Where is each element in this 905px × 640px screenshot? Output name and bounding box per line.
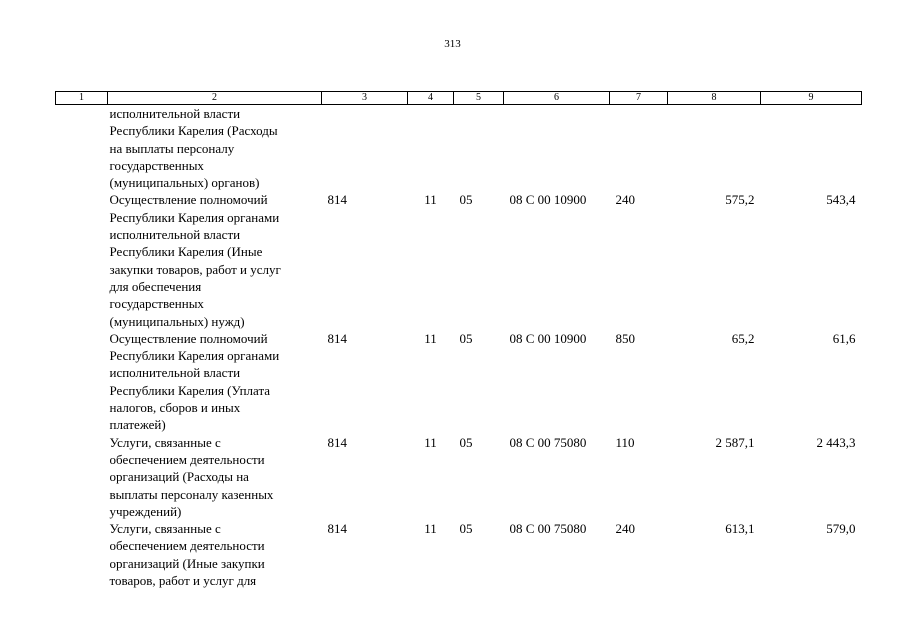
table-body (56, 105, 862, 590)
cell-expense-type: 110 (615, 434, 635, 450)
column-header-5: 5 (454, 92, 504, 105)
column-header-6: 6 (504, 92, 610, 105)
column-header-7: 7 (610, 92, 668, 105)
cell-amount-2: 543,4 (826, 192, 856, 208)
cell-subsection: 05 (459, 521, 473, 537)
table-header-row (56, 92, 862, 105)
cell-expense-type: 240 (615, 521, 635, 537)
column-header-3: 3 (322, 92, 408, 105)
expense-name-line: Республики Карелия органами (109, 209, 280, 225)
expense-name-line: платежей) (109, 417, 166, 433)
cell-expense-name (108, 520, 322, 589)
expense-name-line: выплаты персоналу казенных (109, 486, 274, 502)
cell-row-number (56, 105, 108, 192)
table-row (56, 520, 862, 589)
cell-row-number (56, 434, 108, 520)
expense-name-line: Республики Карелия (Уплата (109, 382, 271, 398)
table-row (56, 105, 862, 192)
expense-name-line: обеспечением деятельности (109, 538, 265, 554)
cell-subsection (454, 105, 504, 192)
cell-amount-2: 61,6 (832, 330, 856, 346)
expense-name-line: исполнительной власти (109, 106, 241, 121)
column-header-9: 9 (761, 92, 862, 105)
table-row (56, 434, 862, 520)
cell-row-number (56, 191, 108, 329)
expense-name-line: организаций (Расходы на (109, 469, 249, 485)
cell-target-article: 08 С 00 10900 (509, 330, 587, 346)
cell-admin-code (322, 105, 408, 192)
cell-section: 11 (424, 330, 437, 346)
cell-subsection: 05 (459, 434, 473, 450)
expense-name-line: исполнительной власти (109, 365, 241, 381)
column-header-4: 4 (408, 92, 454, 105)
expense-name-line: государственных (109, 296, 204, 312)
expense-name-line: для обеспечения (109, 278, 202, 294)
budget-table (55, 91, 862, 589)
cell-expense-type: 240 (615, 192, 635, 208)
expense-name-line: исполнительной власти (109, 227, 241, 243)
expense-name-line: Осуществление полномочий (109, 192, 268, 208)
cell-expense-type: 850 (615, 330, 635, 346)
cell-target-article: 08 С 00 10900 (509, 192, 587, 208)
cell-section (408, 105, 454, 192)
cell-expense-name (108, 330, 322, 434)
cell-row-number (56, 520, 108, 589)
column-header-2: 2 (108, 92, 322, 105)
cell-amount-1 (668, 105, 761, 192)
cell-amount-1: 65,2 (731, 330, 755, 346)
expense-name-line: Республики Карелия органами (109, 348, 280, 364)
cell-amount-1: 613,1 (725, 521, 755, 537)
cell-amount-1: 2 587,1 (715, 434, 755, 450)
cell-target-article (504, 105, 610, 192)
expense-name-line: Услуги, связанные с (109, 434, 221, 450)
expense-name-line: обеспечением деятельности (109, 451, 265, 467)
expense-name-line: (муниципальных) органов) (109, 175, 260, 191)
cell-amount-2: 579,0 (826, 521, 856, 537)
cell-expense-type (610, 105, 668, 192)
expense-name-line: (муниципальных) нужд) (109, 313, 245, 329)
cell-expense-name (108, 105, 322, 192)
expense-name-line: государственных (109, 157, 204, 173)
cell-subsection: 05 (459, 330, 473, 346)
cell-amount-1: 575,2 (725, 192, 755, 208)
cell-section: 11 (424, 434, 437, 450)
cell-expense-name (108, 434, 322, 520)
expense-name-line: Республики Карелия (Иные (109, 244, 263, 260)
expense-name-line: налогов, сборов и иных (109, 400, 241, 416)
column-header-1: 1 (56, 92, 108, 105)
cell-target-article: 08 С 00 75080 (509, 434, 587, 450)
expense-name-line: Услуги, связанные с (109, 521, 221, 537)
table-row (56, 330, 862, 434)
expense-name-line: Республики Карелия (Расходы (109, 123, 278, 139)
cell-row-number (56, 330, 108, 434)
cell-amount-2: 2 443,3 (816, 434, 856, 450)
cell-section: 11 (424, 192, 437, 208)
cell-admin-code: 814 (327, 521, 347, 537)
cell-target-article: 08 С 00 75080 (509, 521, 587, 537)
cell-admin-code: 814 (327, 192, 347, 208)
expense-name-line: Осуществление полномочий (109, 330, 268, 346)
page-number: 313 (444, 38, 461, 50)
cell-amount-2 (761, 105, 862, 192)
cell-section: 11 (424, 521, 437, 537)
cell-admin-code: 814 (327, 434, 347, 450)
cell-expense-name (108, 191, 322, 329)
cell-admin-code: 814 (327, 330, 347, 346)
expense-name-line: закупки товаров, работ и услуг (109, 261, 281, 277)
expense-name-line: на выплаты персоналу (109, 140, 235, 156)
column-header-8: 8 (668, 92, 761, 105)
cell-subsection: 05 (459, 192, 473, 208)
table-row (56, 191, 862, 329)
expense-name-line: учреждений) (109, 503, 182, 519)
expense-name-line: организаций (Иные закупки (109, 555, 265, 571)
expense-name-line: товаров, работ и услуг для (109, 573, 257, 589)
